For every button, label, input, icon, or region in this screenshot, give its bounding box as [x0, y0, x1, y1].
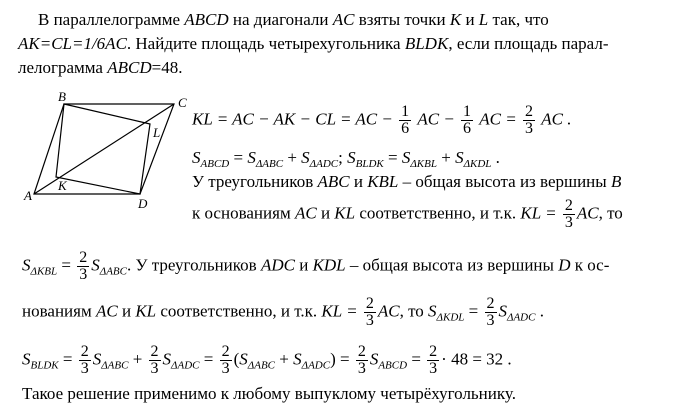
label-a: A: [24, 188, 32, 203]
fraction: $\frac{2}{3}$: [221, 343, 230, 377]
solution-line-6: нованиям AC и KL соответственно, и т.к. KL = $\frac{2}{3}$ AC, то $S_{\Delta KDL}$ = $\frac{2}{3}$ $S_{\Delta ADC}$ .: [22, 295, 544, 329]
problem-line-2: AK=CL=1/6AC. Найдите площадь четырехугольника BLDK, если площадь парал-: [18, 34, 609, 53]
solution-line-7: $S_{BLDK}$ = $\frac{2}{3}$ $S_{\Delta ABC}$ + $\frac{2}{3}$ $S_{\Delta ADC}$ = $\frac{2}{3}$ $(S_{\Delta ABC} + S_{\Delta ADC})$ = $\frac{2}{3}$ $S_{ABCD}$ = $\frac{2}{3}$ · 48 = 32 .: [22, 343, 512, 377]
fraction: $\frac{1}{6}$: [463, 103, 472, 137]
fraction: $\frac{2}{3}$: [429, 343, 438, 377]
fraction: $\frac{2}{3}$: [564, 197, 573, 231]
solution-eq-2: $S_{ABCD} = S_{\Delta ABC} + S_{\Delta ADC}$; $S_{BLDK} = S_{\Delta KBL} + S_{\Delta KDL}$ .: [192, 148, 500, 170]
label-b: B: [58, 92, 66, 104]
fraction: $\frac{2}{3}$: [525, 103, 533, 137]
fraction: $\frac{2}{3}$: [79, 249, 88, 283]
fraction: $\frac{2}{3}$: [150, 343, 159, 377]
solution-line-5: $S_{\Delta KBL}$ = $\frac{2}{3}$ $S_{\Delta ABC}$. У треугольников ADC и KDL – общая высота из вершины D к ос-: [22, 249, 610, 283]
label-k: K: [58, 178, 67, 193]
fraction: $\frac{2}{3}$: [357, 343, 366, 377]
fraction: $\frac{2}{3}$: [486, 295, 495, 329]
solution-line-8: Такое решение применимо к любому выпуклому четырёхугольнику.: [22, 384, 516, 403]
fraction: $\frac{2}{3}$: [80, 343, 89, 377]
label-d: D: [138, 196, 148, 211]
solution-eq-1: KL = AC − AK − CL = AC − $\frac{1}{6}$ AC − $\frac{1}{6}$ AC = $\frac{2}{3}$ AC .: [192, 103, 572, 137]
problem-line-3: лелограмма ABCD=48.: [18, 58, 183, 77]
fraction: $\frac{1}{6}$: [401, 103, 410, 137]
problem-line-1: В параллелограмме ABCD на диагонали AC взяты точки K и L так, что: [38, 10, 549, 29]
solution-line-4: к основаниям AC и KL соответственно, и т.к. KL = $\frac{2}{3}$ AC, то: [192, 197, 623, 231]
diagonal-ac: [34, 104, 174, 194]
label-l: L: [153, 125, 161, 140]
parallelogram-figure: [22, 92, 192, 212]
fraction: $\frac{2}{3}$: [365, 295, 374, 329]
label-c: C: [178, 95, 187, 110]
solution-line-3: У треугольников ABC и KBL – общая высота из вершины B: [192, 172, 622, 191]
